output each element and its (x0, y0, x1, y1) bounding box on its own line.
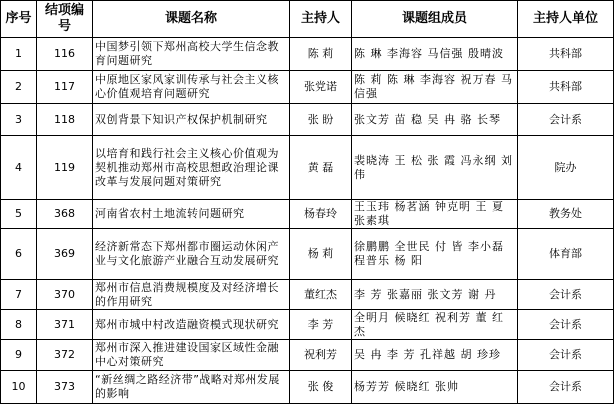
cell-members: 全明月 候晓红 祝利芳 董 红杰 (352, 310, 518, 340)
cell-host: 李 芳 (290, 310, 352, 340)
cell-index: 3 (1, 104, 37, 136)
cell-index: 2 (1, 71, 37, 104)
cell-title: 中国梦引领下郑州高校大学生信念教育问题研究 (93, 38, 290, 71)
header-row (1, 1, 614, 38)
cell-index: 9 (1, 340, 37, 371)
cell-number: 117 (37, 71, 93, 104)
table-row (1, 371, 614, 404)
header-members: 课题组成员 (352, 1, 518, 38)
table-row (1, 200, 614, 229)
cell-members: 陈 莉 陈 琳 李海容 祝万春 马信强 (352, 71, 518, 104)
cell-title: 河南省农村土地流转问题研究 (93, 200, 290, 229)
cell-title: 中原地区家风家训传承与社会主义核心价值观培育问题研究 (93, 71, 290, 104)
cell-unit: 会计系 (518, 310, 614, 340)
cell-number: 373 (37, 371, 93, 404)
cell-unit: 共科部 (518, 71, 614, 104)
table-row (1, 104, 614, 136)
table-row (1, 280, 614, 310)
table-row (1, 136, 614, 200)
cell-number: 370 (37, 280, 93, 310)
cell-index: 8 (1, 310, 37, 340)
cell-unit: 会计系 (518, 340, 614, 371)
cell-host: 杨 莉 (290, 229, 352, 280)
cell-title: 郑州市信息消费规模度及对经济增长的作用研究 (93, 280, 290, 310)
cell-host: 张 盼 (290, 104, 352, 136)
cell-unit: 教务处 (518, 200, 614, 229)
cell-index: 10 (1, 371, 37, 404)
cell-host: 陈 莉 (290, 38, 352, 71)
cell-unit: 共科部 (518, 38, 614, 71)
cell-title: 郑州市深入推进建设国家区域性金融中心对策研究 (93, 340, 290, 371)
cell-number: 372 (37, 340, 93, 371)
cell-title: 郑州市城中村改造融资模式现状研究 (93, 310, 290, 340)
cell-number: 371 (37, 310, 93, 340)
cell-number: 118 (37, 104, 93, 136)
cell-host: 杨春玲 (290, 200, 352, 229)
cell-index: 7 (1, 280, 37, 310)
table-row (1, 310, 614, 340)
cell-index: 5 (1, 200, 37, 229)
cell-number: 368 (37, 200, 93, 229)
cell-index: 4 (1, 136, 37, 200)
cell-members: 吴 冉 李 芳 孔祥越 胡 珍珍 (352, 340, 518, 371)
cell-members: 裴晓涛 王 松 张 霞 冯永纲 刘 伟 (352, 136, 518, 200)
cell-number: 369 (37, 229, 93, 280)
cell-number: 119 (37, 136, 93, 200)
header-host: 主持人 (290, 1, 352, 38)
table-row (1, 229, 614, 280)
header-title: 课题名称 (93, 1, 290, 38)
cell-title: 经济新常态下郑州都市圈运动休闲产业与文化旅游产业融合互动发展研究 (93, 229, 290, 280)
cell-members: 张文芳 苗 稳 吴 冉 骆 长琴 (352, 104, 518, 136)
cell-unit: 会计系 (518, 280, 614, 310)
cell-members: 李 芳 张嘉丽 张文芳 谢 丹 (352, 280, 518, 310)
cell-host: 张党诺 (290, 71, 352, 104)
cell-host: 黄 磊 (290, 136, 352, 200)
cell-members: 杨芳芳 候晓红 张帅 (352, 371, 518, 404)
cell-title: 双创背景下知识产权保护机制研究 (93, 104, 290, 136)
header-index: 序号 (1, 1, 37, 38)
header-number: 结项编号 (37, 1, 93, 38)
cell-members: 徐鹏鹏 全世民 付 皆 李小磊 程普乐 杨 阳 (352, 229, 518, 280)
header-unit: 主持人单位 (518, 1, 614, 38)
cell-host: 张 俊 (290, 371, 352, 404)
cell-unit: 会计系 (518, 104, 614, 136)
cell-host: 董红杰 (290, 280, 352, 310)
cell-index: 1 (1, 38, 37, 71)
cell-unit: 院办 (518, 136, 614, 200)
cell-members: 陈 琳 李海容 马信强 殷晴波 (352, 38, 518, 71)
cell-index: 6 (1, 229, 37, 280)
cell-host: 祝利芳 (290, 340, 352, 371)
table-row (1, 340, 614, 371)
cell-title: 以培育和践行社会主义核心价值观为契机推动郑州市高校思想政治理论课改革与发展问题对策研究 (93, 136, 290, 200)
cell-unit: 会计系 (518, 371, 614, 404)
cell-number: 116 (37, 38, 93, 71)
cell-unit: 体育部 (518, 229, 614, 280)
table-row (1, 71, 614, 104)
cell-members: 王玉玮 杨茗涵 钟克明 王 夏 张素琪 (352, 200, 518, 229)
cell-title: “新丝绸之路经济带”战略对郑州发展的影响 (93, 371, 290, 404)
table-row (1, 38, 614, 71)
